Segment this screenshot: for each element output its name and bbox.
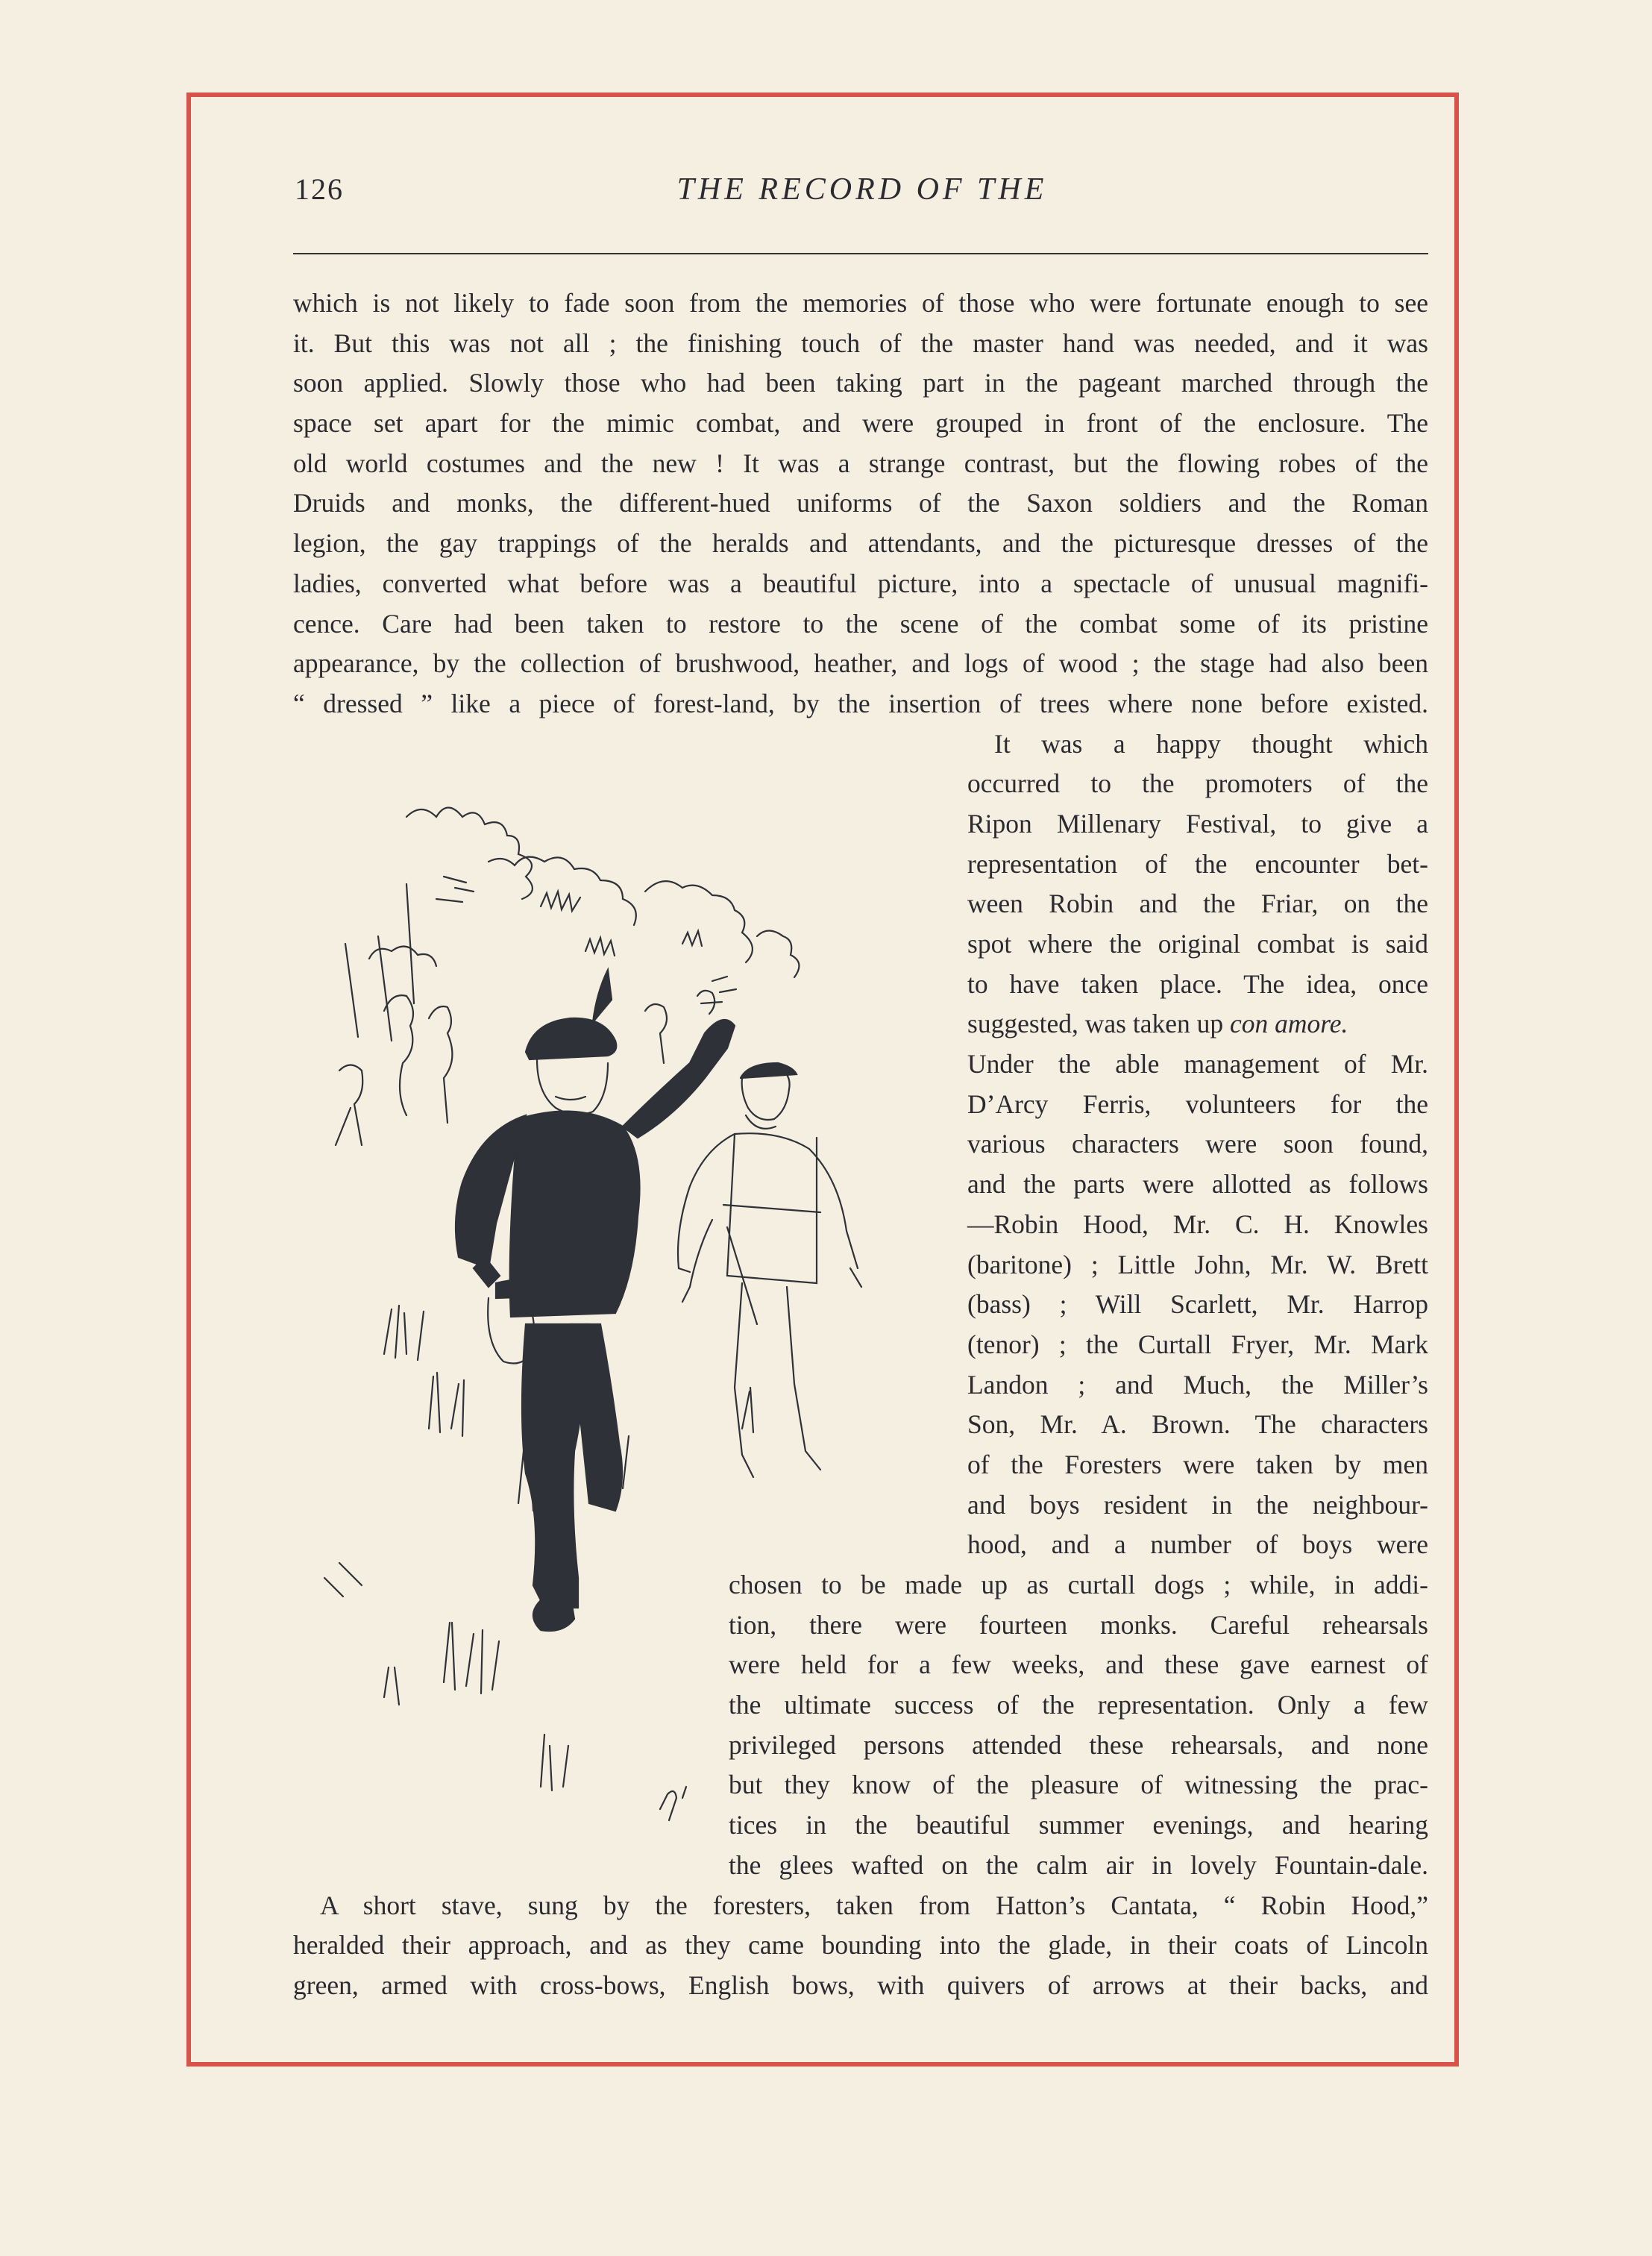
text-line: spot where the original combat is said [967, 929, 1428, 959]
text-line: hood, and a number of boys were [967, 1529, 1428, 1560]
page-number: 126 [295, 172, 344, 206]
text-line: Son, Mr. A. Brown. The characters [967, 1409, 1428, 1440]
text-line: which is not likely to fade soon from the memories of those who were fortunate enough to see [293, 288, 1428, 318]
body-text [293, 283, 1428, 2006]
text-line: various characters were soon found, [967, 1129, 1428, 1159]
text-line: It was a happy thought which [994, 728, 1428, 759]
text-line: cence. Care had been taken to restore to the scene of the combat some of its pristine [293, 608, 1428, 639]
text-line: the glees wafted on the calm air in lovely Fountain-dale. [729, 1849, 1428, 1880]
text-line: were held for a few weeks, and these gave earnest of [729, 1649, 1428, 1680]
text-line: Landon ; and Much, the Miller’s [967, 1369, 1428, 1400]
paragraph-3 [293, 1886, 1428, 2006]
text-line: green, armed with cross-bows, English bows, with quivers of arrows at their backs, and [293, 1970, 1428, 2000]
italic-phrase: con amore. [1229, 1009, 1348, 1039]
text-fragment: suggested, was taken up [967, 1009, 1230, 1039]
text-line: ween Robin and the Friar, on the [967, 889, 1428, 919]
text-line: occurred to the promoters of the [967, 768, 1428, 799]
text-line: privileged persons attended these rehearsals, and none [729, 1729, 1428, 1760]
text-line: tion, there were fourteen monks. Careful rehearsals [729, 1609, 1428, 1640]
text-line: to have taken place. The idea, once [967, 968, 1428, 999]
running-head [295, 172, 1430, 216]
text-line: it. But this was not all ; the finishing touch of the master hand was needed, and it was [293, 328, 1428, 358]
paragraph-1 [293, 283, 1428, 724]
text-line: Ripon Millenary Festival, to give a [967, 808, 1428, 839]
text-line: space set apart for the mimic combat, and were grouped in front of the enclosure. The [293, 408, 1428, 439]
text-line: old world costumes and the new ! It was a strange contrast, but the flowing robes of the [293, 448, 1428, 478]
text-line: the ultimate success of the representation. Only a few [729, 1690, 1428, 1720]
text-line: (baritone) ; Little John, Mr. W. Brett [967, 1249, 1428, 1279]
text-line: but they know of the pleasure of witnessing the prac- [729, 1770, 1428, 1800]
text-line: Under the able management of Mr. [967, 1049, 1428, 1080]
text-line: chosen to be made up as curtall dogs ; while, in addi- [729, 1570, 1428, 1599]
text-line: A short stave, sung by the foresters, taken from Hatton’s Cantata, “ Robin Hood,” [320, 1890, 1428, 1920]
text-line: tices in the beautiful summer evenings, and hearing [729, 1810, 1428, 1840]
text-line: (tenor) ; the Curtall Fryer, Mr. Mark [967, 1329, 1428, 1359]
text-line: (bass) ; Will Scarlett, Mr. Harrop [967, 1289, 1428, 1320]
text-line: legion, the gay trappings of the heralds and attendants, and the picturesque dresses of the [293, 528, 1428, 559]
text-line: and boys resident in the neighbour- [967, 1489, 1428, 1520]
header-rule [293, 253, 1428, 254]
text-line: heralded their approach, and as they came bounding into the glade, in their coats of Lincoln [293, 1930, 1428, 1961]
text-line: soon applied. Slowly those who had been taking part in the pageant marched through the [293, 368, 1428, 398]
text-line: appearance, by the collection of brushwood, heather, and logs of wood ; the stage had also been [293, 648, 1428, 679]
text-line [967, 1004, 1428, 1044]
text-line: Druids and monks, the different-hued uniforms of the Saxon soldiers and the Roman [293, 488, 1428, 518]
text-line: representation of the encounter bet- [967, 848, 1428, 879]
paragraph-2 [293, 724, 1428, 1886]
text-line: —Robin Hood, Mr. C. H. Knowles [967, 1209, 1428, 1239]
text-line: of the Foresters were taken by men [967, 1449, 1428, 1479]
text-line: and the parts were allotted as follows [967, 1169, 1428, 1200]
text-line: D’Arcy Ferris, volunteers for the [967, 1088, 1428, 1119]
text-line: “ dressed ” like a piece of forest-land, by the insertion of trees where none before existed. [293, 688, 1428, 718]
text-line: ladies, converted what before was a beautiful picture, into a spectacle of unusual magnifi- [293, 568, 1428, 598]
running-title: THE RECORD OF THE [676, 172, 1048, 207]
